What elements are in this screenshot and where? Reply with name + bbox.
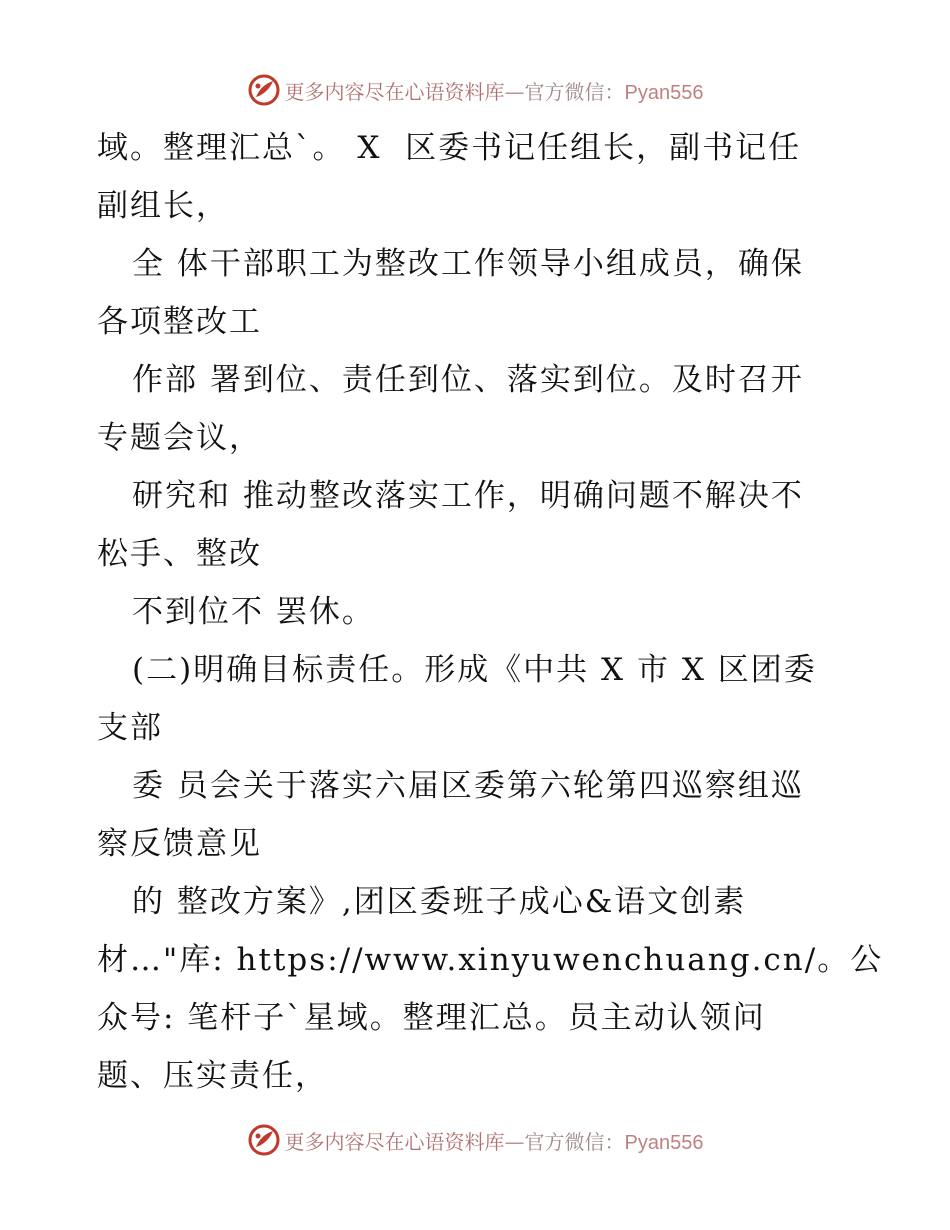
text-line: 研究和 推动整改落实工作，明确问题不解决不 <box>132 478 804 514</box>
text-line: 域。整理汇总`。 X 区委书记任组长，副书记任 <box>97 130 802 166</box>
quill-logo-icon <box>247 1123 281 1157</box>
text-line: 的 整改方案》,团区委班子成心&语文创素 <box>132 884 747 920</box>
text-line: 副组长， <box>97 188 229 224</box>
text-line: 材…"库: https://www.xinyuwenchuang.cn/。公 <box>97 942 884 978</box>
text-line: 不到位不 罢休。 <box>132 594 375 630</box>
text-line: 察反馈意见 <box>97 826 262 862</box>
banner-wechat-label: 官方微信： <box>524 1129 625 1154</box>
banner-wechat-id: Pyan556 <box>624 1131 704 1154</box>
text-line: 委 员会关于落实六届区委第六轮第四巡察组巡 <box>132 768 804 804</box>
banner-main-text: 更多内容尽在心语资料库 <box>284 1129 505 1154</box>
text-line: 众号: 笔杆子`星域。整理汇总。员主动认领问 <box>97 1000 766 1036</box>
banner-text <box>285 1126 704 1155</box>
text-line: 作部 署到位、责任到位、落实到位。及时召开 <box>132 362 804 398</box>
text-line: 全 体干部职工为整改工作领导小组成员，确保 <box>132 246 804 282</box>
banner-main-text: 更多内容尽在心语资料库 <box>284 79 505 104</box>
text-line: 支部 <box>97 710 163 746</box>
banner-dash: — <box>504 79 525 104</box>
banner-wechat-label: 官方微信： <box>524 79 625 104</box>
text-line: 专题会议， <box>97 420 262 456</box>
banner-wechat-id: Pyan556 <box>624 81 704 104</box>
text-line: 各项整改工 <box>97 304 262 340</box>
footer-banner <box>0 1120 950 1160</box>
banner-dash: — <box>504 1129 525 1154</box>
text-line: (二)明确目标责任。形成《中共 X 市 X 区团委 <box>132 652 817 688</box>
text-line: 题、压实责任， <box>97 1058 328 1094</box>
text-line: 松手、整改 <box>97 536 262 572</box>
